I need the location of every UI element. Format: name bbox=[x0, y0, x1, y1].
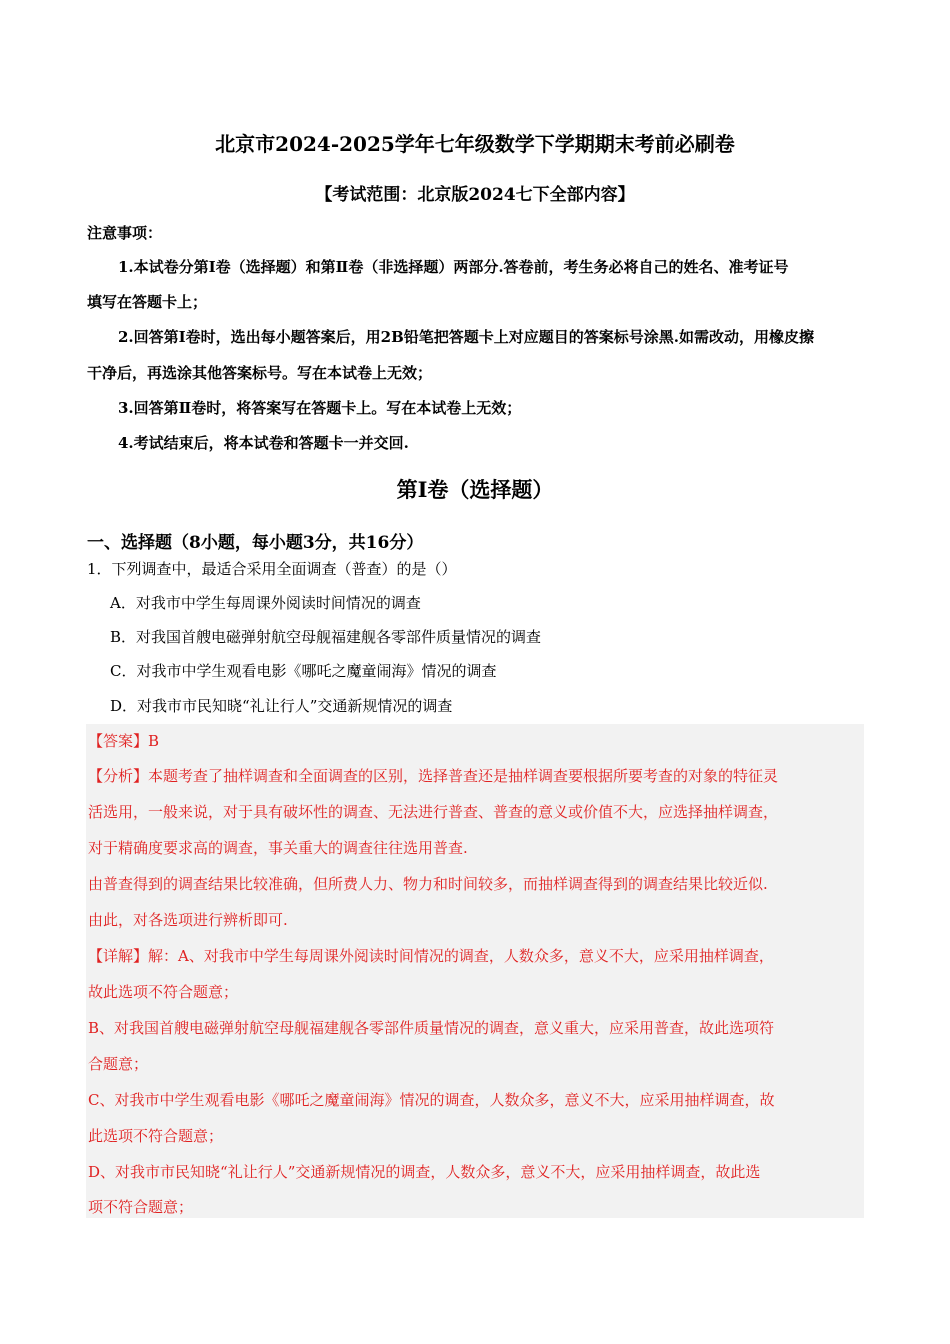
detail-line-1: 【详解】解：A、对我市中学生每周课外阅读时间情况的调查，人数众多，意义不大，应采用抽样调查， bbox=[88, 947, 774, 965]
part-title: 一、选择题（8小题，每小题3分，共16分） bbox=[87, 533, 424, 553]
notice-item-1: 1.本试卷分第Ⅰ卷（选择题）和第Ⅱ卷（非选择题）两部分.答卷前，考生务必将自己的姓名、准考证号 bbox=[118, 258, 789, 276]
analysis-line-1: 【分析】本题考查了抽样调查和全面调查的区别，选择普查还是抽样调查要根据所要考查的对象的特征灵 bbox=[88, 767, 779, 785]
option-a: A．对我市中学生每周课外阅读时间情况的调查 bbox=[110, 594, 421, 612]
question-stem: 1．下列调查中，最适合采用全面调查（普查）的是（） bbox=[87, 560, 457, 578]
detail-line-3: B、对我国首艘电磁弹射航空母舰福建舰各零部件质量情况的调查，意义重大，应采用普查，故此选项符 bbox=[88, 1019, 775, 1037]
answer-line: 【答案】B bbox=[88, 732, 160, 750]
exam-scope: 【考试范围：北京版2024七下全部内容】 bbox=[315, 185, 635, 205]
notice-item-1-cont: 填写在答题卡上； bbox=[87, 293, 208, 311]
detail-line-2: 故此选项不符合题意； bbox=[88, 983, 239, 1001]
notice-item-4: 4.考试结束后，将本试卷和答题卡一并交回. bbox=[118, 434, 409, 452]
option-d: D．对我市市民知晓“礼让行人”交通新规情况的调查 bbox=[110, 697, 453, 715]
option-c: C．对我市中学生观看电影《哪吒之魔童闹海》情况的调查 bbox=[110, 662, 497, 680]
detail-line-6: 此选项不符合题意； bbox=[88, 1127, 224, 1145]
notice-heading: 注意事项： bbox=[87, 224, 163, 242]
section-title: 第I卷（选择题） bbox=[396, 477, 554, 502]
notice-item-2: 2.回答第Ⅰ卷时，选出每小题答案后，用2B铅笔把答题卡上对应题目的答案标号涂黑.如需改动，用橡皮擦 bbox=[118, 328, 815, 346]
detail-line-8: 项不符合题意； bbox=[88, 1198, 194, 1216]
detail-line-4: 合题意； bbox=[88, 1055, 149, 1073]
analysis-line-3: 对于精确度要求高的调查，事关重大的调查往往选用普查. bbox=[88, 839, 468, 857]
notice-item-3: 3.回答第Ⅱ卷时，将答案写在答题卡上。写在本试卷上无效； bbox=[118, 399, 522, 417]
option-b: B．对我国首艘电磁弹射航空母舰福建舰各零部件质量情况的调查 bbox=[110, 628, 542, 646]
detail-line-7: D、对我市市民知晓“礼让行人”交通新规情况的调查，人数众多，意义不大，应采用抽样调查，故此选 bbox=[88, 1163, 761, 1181]
page-title: 北京市2024-2025学年七年级数学下学期期末考前必刷卷 bbox=[215, 132, 735, 156]
analysis-line-4: 由普查得到的调查结果比较准确，但所费人力、物力和时间较多，而抽样调查得到的调查结果比较近似. bbox=[88, 875, 768, 893]
notice-item-2-cont: 干净后，再选涂其他答案标号。写在本试卷上无效； bbox=[87, 364, 433, 382]
detail-line-5: C、对我市中学生观看电影《哪吒之魔童闹海》情况的调查，人数众多，意义不大，应采用抽样调查，故 bbox=[88, 1091, 775, 1109]
analysis-line-5: 由此，对各选项进行辨析即可. bbox=[88, 911, 288, 929]
analysis-line-2: 活选用，一般来说，对于具有破坏性的调查、无法进行普查、普查的意义或价值不大，应选择抽样调查， bbox=[88, 803, 779, 821]
